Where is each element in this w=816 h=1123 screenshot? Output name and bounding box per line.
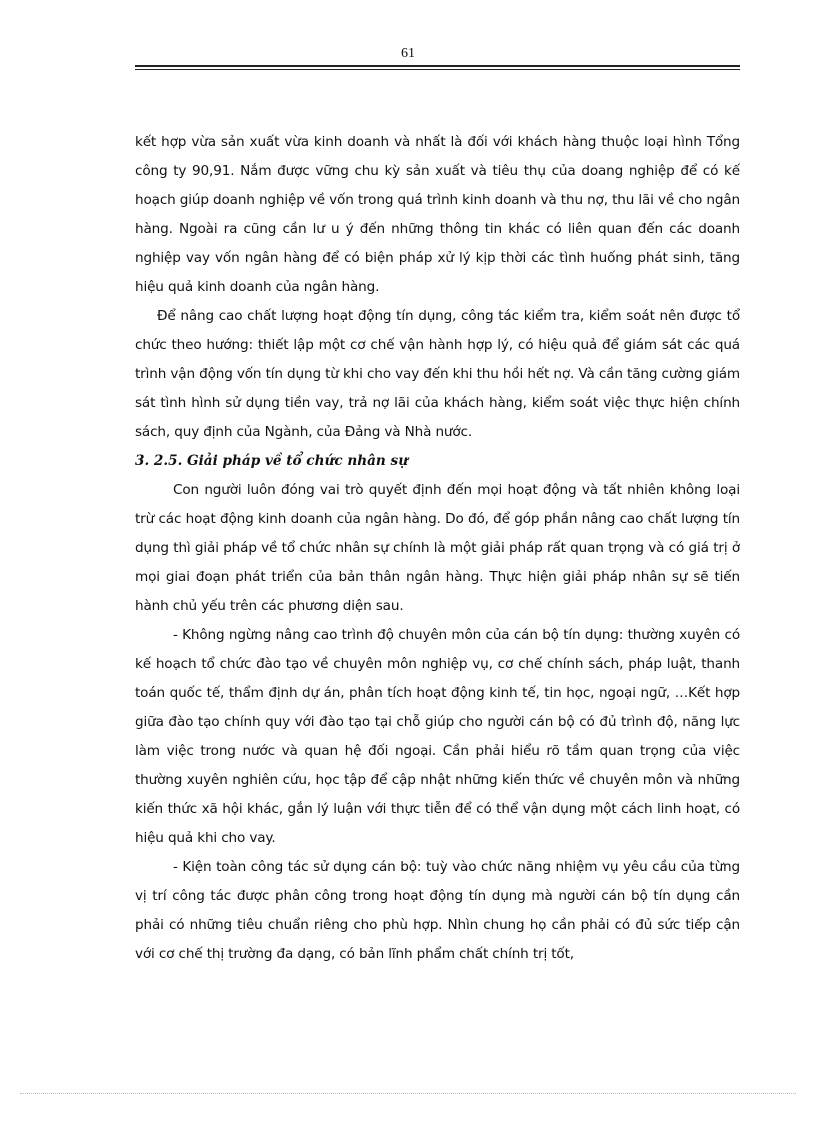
header-rule-thick — [135, 65, 740, 67]
section-heading: 3. 2.5. Giải pháp về tổ chức nhân sự — [135, 453, 409, 469]
header-rule-thin — [135, 69, 740, 70]
footer-dotted-line — [20, 1093, 796, 1094]
page-number: 61 — [401, 46, 415, 61]
paragraph-3: Con người luôn đóng vai trò quyết định đến mọi hoạt động và tất nhiên không loại trừ các hoạt động kinh doanh của ngân hàng. Do đó, để góp phần nâng cao chất lượng tín dụng thì giải pháp về tổ chức nhân sự chính là một giải pháp rất quan trọng và có giá trị ở mọi giai đoạn phát triển của bản thân ngân hàng. Thực hiện giải pháp nhân sự sẽ tiến hành chủ yếu trên các phương diện sau. — [135, 482, 740, 614]
paragraph-2: Để nâng cao chất lượng hoạt động tín dụng, công tác kiểm tra, kiểm soát nên được tổ chức theo hướng: thiết lập một cơ chế vận hành hợp lý, có hiệu quả để giám sát các quá trình vận động vốn tín dụng từ khi cho vay đến khi thu hồi hết nợ. Và cần tăng cường giám sát tình hình sử dụng tiền vay, trả nợ lãi của khách hàng, kiểm soát việc thực hiện chính sách, quy định của Ngành, của Đảng và Nhà nước. — [135, 308, 740, 440]
paragraph-5: - Kiện toàn công tác sử dụng cán bộ: tuỳ vào chức năng nhiệm vụ yêu cầu của từng vị trí công tác được phân công trong hoạt động tín dụng mà người cán bộ tín dụng cần phải có những tiêu chuẩn riêng cho phù hợp. Nhìn chung họ cần phải có đủ sức tiếp cận với cơ chế thị trường đa dạng, có bản lĩnh phẩm chất chính trị tốt, — [135, 859, 740, 962]
paragraph-4: - Không ngừng nâng cao trình độ chuyên môn của cán bộ tín dụng: thường xuyên có kế hoạch tổ chức đào tạo về chuyên môn nghiệp vụ, cơ chế chính sách, pháp luật, thanh toán quốc tế, thẩm định dự án, phân tích hoạt động kinh tế, tin học, ngoại ngữ, …Kết hợp giữa đào tạo chính quy với đào tạo tại chỗ giúp cho người cán bộ có đủ trình độ, năng lực làm việc trong nước và quan hệ đối ngoại. Cần phải hiểu rõ tầm quan trọng của việc thường xuyên nghiên cứu, học tập để cập nhật những kiến thức về chuyên môn và những kiến thức xã hội khác, gắn lý luận với thực tiễn để có thể vận dụng một cách linh hoạt, có hiệu quả khi cho vay. — [135, 627, 740, 846]
page-body — [135, 128, 740, 969]
paragraph-1: kết hợp vừa sản xuất vừa kinh doanh và nhất là đối với khách hàng thuộc loại hình Tổng công ty 90,91. Nắm được vững chu kỳ sản xuất và tiêu thụ của doang nghiệp để có kế hoạch giúp doanh nghiệp về vốn trong quá trình kinh doanh và thu nợ, thu lãi về cho ngân hàng. Ngoài ra cũng cần lư u ý đến những thông tin khác có liên quan đến các doanh nghiệp vay vốn ngân hàng để có biện pháp xử lý kịp thời các tình huống phát sinh, tăng hiệu quả kinh doanh của ngân hàng. — [135, 134, 740, 295]
